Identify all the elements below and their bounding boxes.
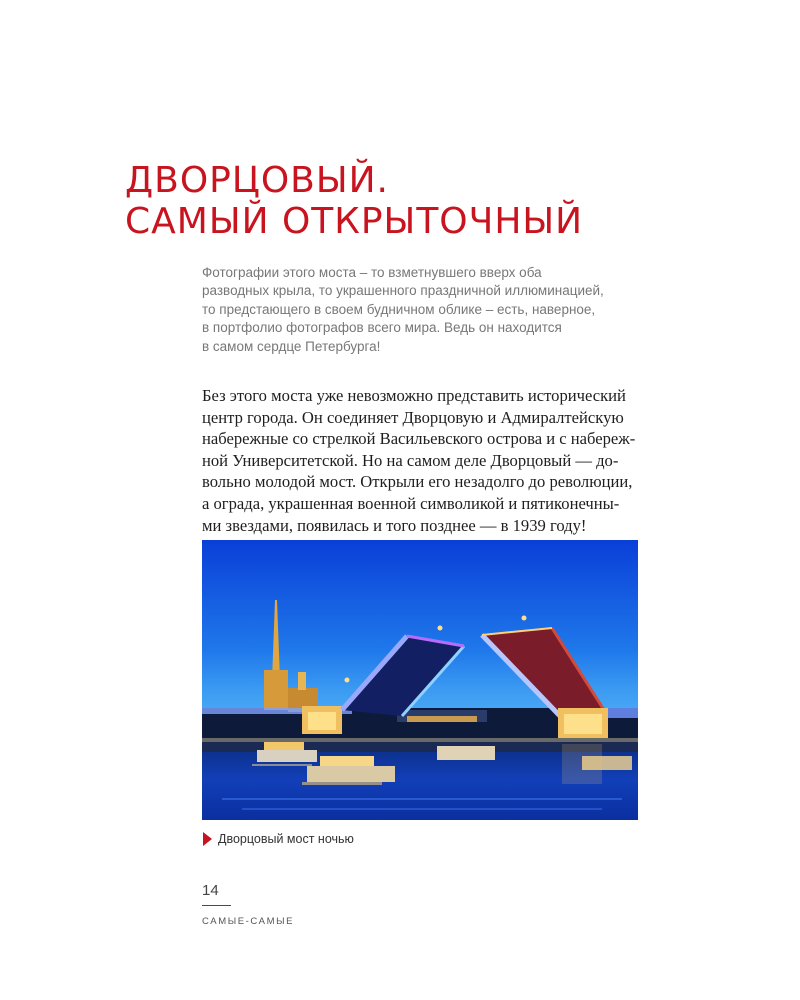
lead-line: Фотографии этого моста – то взметнувшего вверх оба bbox=[202, 265, 542, 280]
lead-line: разводных крыла, то украшенного праздничной иллюминацией, bbox=[202, 283, 604, 299]
body-line: Без этого моста уже невозможно представить исторический bbox=[202, 386, 626, 405]
caption-arrow-icon bbox=[203, 832, 212, 846]
lead-line: в портфолио фотографов всего мира. Ведь он находится bbox=[202, 320, 562, 336]
lead-line: в самом сердце Петербурга! bbox=[202, 338, 381, 354]
body-line: ной Университетской. Но на самом деле Дворцовый — до- bbox=[202, 450, 619, 470]
body-line: центр города. Он соединяет Дворцовую и Адмиралтейскую bbox=[202, 407, 624, 427]
body-line: ми звездами, появилась и того позднее — в 1939 году! bbox=[202, 515, 587, 535]
caption-text: Дворцовый мост ночью bbox=[218, 832, 354, 846]
body-line: набережные со стрелкой Васильевского острова и с набереж- bbox=[202, 429, 636, 449]
bridge-photo bbox=[202, 540, 638, 820]
running-title: САМЫЕ-САМЫЕ bbox=[202, 916, 295, 927]
page-number-rule bbox=[202, 905, 231, 906]
page-number: 14 bbox=[202, 882, 219, 899]
page-title bbox=[125, 160, 583, 242]
body-line: а ограда, украшенная военной символикой и пятиконечны- bbox=[202, 493, 620, 513]
body-line: вольно молодой мост. Открыли его незадолго до революции, bbox=[202, 472, 633, 492]
page-title-line-1: ДВОРЦОВЫЙ. bbox=[125, 160, 389, 201]
photo-caption bbox=[202, 832, 354, 846]
lead-line: то предстающего в своем будничном облике – есть, наверное, bbox=[202, 301, 596, 317]
body-paragraph bbox=[202, 385, 642, 536]
lead-paragraph bbox=[202, 264, 642, 356]
page-title-line-2: САМЫЙ ОТКРЫТОЧНЫЙ bbox=[125, 201, 584, 242]
